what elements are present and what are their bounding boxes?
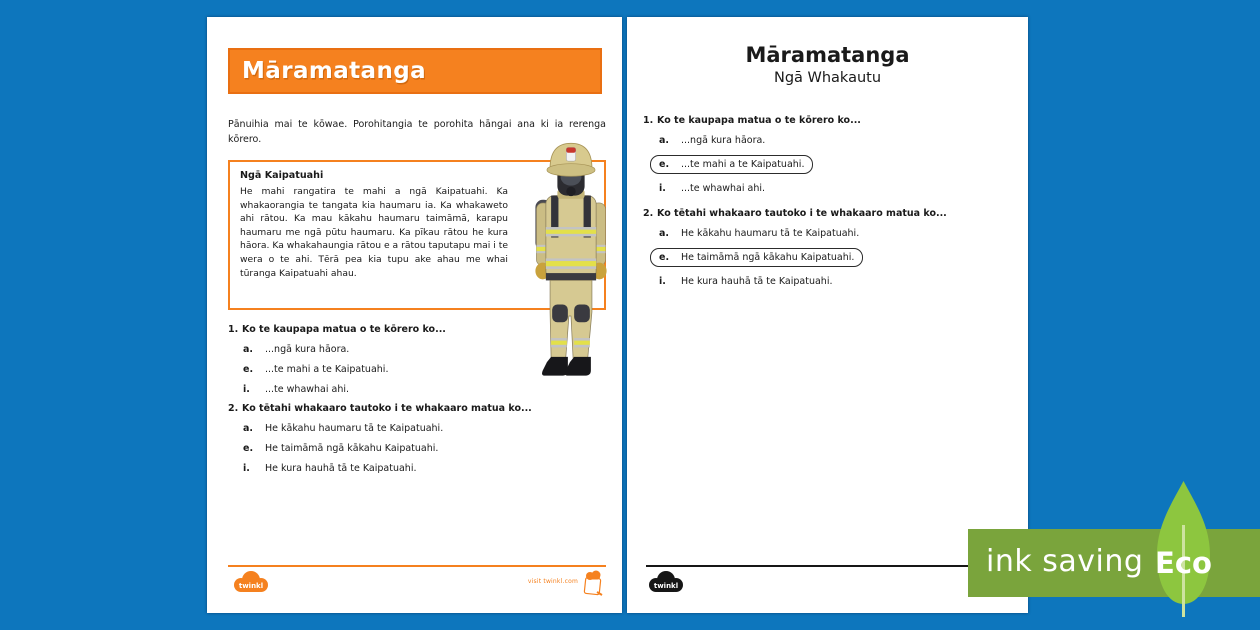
option-pill <box>650 272 842 291</box>
option <box>658 224 1015 243</box>
option-text: ...ngā kura hāora. <box>681 135 766 146</box>
passage-title: Ngā Kaipatuahi <box>240 170 324 181</box>
option-text: ...te mahi a te Kaipatuahi. <box>265 364 389 375</box>
option-text: ...te whawhai ahi. <box>265 384 350 395</box>
option-text: He kākahu haumaru tā te Kaipatuahi. <box>265 423 444 434</box>
option-text: ...te mahi a te Kaipatuahi. <box>681 159 805 170</box>
question-text: Ko te kaupapa matua o te kōrero ko... <box>242 324 446 335</box>
twinkl-logo-icon <box>646 570 686 596</box>
option-text: He kura hauhā tā te Kaipatuahi. <box>681 276 833 287</box>
option-letter: e. <box>659 159 670 170</box>
answer-box <box>650 248 863 267</box>
footer-divider <box>228 565 606 567</box>
option-letter: a. <box>659 228 670 239</box>
answers-page <box>627 17 1028 613</box>
passage-body: He mahi rangatira te mahi a ngā Kaipatuahi. Ka whakaorangia te tangata kia haumaru ia. Ka whakaweto ahi rātou. Ka mau kākahu haumaru taimāmā, karapu haumaru me ngā pūtu haumaru. Ka pīkau rātou he kura hāora. Ka whakahaungia rātou e a rātou taputapu mai i te wera o te ahi. Tērā pea kia tupu ake ahau me whai tūranga Kaipatuahi ahau. <box>240 186 508 279</box>
option-letter: a. <box>243 423 254 434</box>
option-letter: i. <box>243 463 250 474</box>
question-text: Ko tētahi whakaaro tautoko i te whakaaro matua ko... <box>657 208 947 219</box>
answers-header <box>627 43 1028 86</box>
answer-question-list <box>643 105 1015 291</box>
twinkl-logo-icon <box>231 570 271 596</box>
visit-link-text: visit twinkl.com <box>527 578 578 585</box>
option-letter: i. <box>243 384 250 395</box>
firefighter-illustration <box>518 137 624 383</box>
svg-text:twinkl: twinkl <box>238 582 264 590</box>
question <box>643 115 1015 126</box>
option <box>658 272 1015 291</box>
option-letter: e. <box>243 364 254 375</box>
instructions-text: Pānuihia mai te kōwae. Porohitangia te porohita hāngai ana ki ia rerenga kōrero. <box>228 118 606 145</box>
option-letter: i. <box>659 276 666 287</box>
worksheet-page <box>207 17 622 613</box>
answers-title: Māramatanga <box>745 43 910 67</box>
question-number: 1. <box>228 324 239 335</box>
option-letter: e. <box>659 252 670 263</box>
question <box>228 403 610 414</box>
question-number: 2. <box>643 208 654 219</box>
ink-saving-label: ink saving <box>986 544 1144 579</box>
option <box>658 131 1015 150</box>
question-number: 2. <box>228 403 239 414</box>
option <box>658 179 1015 198</box>
twinkl-stationery-icon <box>582 570 604 596</box>
option-letter: i. <box>659 183 666 194</box>
question-number: 1. <box>643 115 654 126</box>
option <box>243 443 610 454</box>
page-title: Māramatanga <box>242 58 427 84</box>
option <box>658 248 1015 267</box>
option <box>243 463 610 474</box>
question <box>643 208 1015 219</box>
option <box>658 155 1015 174</box>
eco-label: Eco <box>1155 546 1212 580</box>
option-letter: a. <box>243 344 254 355</box>
option <box>243 384 610 395</box>
option-text: He taimāmā ngā kākahu Kaipatuahi. <box>681 252 855 263</box>
option-letter: a. <box>659 135 670 146</box>
option-text: He kura hauhā tā te Kaipatuahi. <box>265 463 417 474</box>
svg-text:twinkl: twinkl <box>653 582 679 590</box>
option-pill <box>650 224 868 243</box>
question-text: Ko tētahi whakaaro tautoko i te whakaaro matua ko... <box>242 403 532 414</box>
title-banner <box>228 48 602 94</box>
option-text: He kākahu haumaru tā te Kaipatuahi. <box>681 228 860 239</box>
answer-box <box>650 155 813 174</box>
option-letter: e. <box>243 443 254 454</box>
option <box>243 423 610 434</box>
option-text: He taimāmā ngā kākahu Kaipatuahi. <box>265 443 439 454</box>
question-text: Ko te kaupapa matua o te kōrero ko... <box>657 115 861 126</box>
footer-divider <box>646 565 1014 567</box>
option-text: ...te whawhai ahi. <box>681 183 766 194</box>
option-pill <box>650 131 774 150</box>
option-text: ...ngā kura hāora. <box>265 344 350 355</box>
answers-subtitle: Ngā Whakautu <box>773 70 882 86</box>
option-pill <box>650 179 774 198</box>
